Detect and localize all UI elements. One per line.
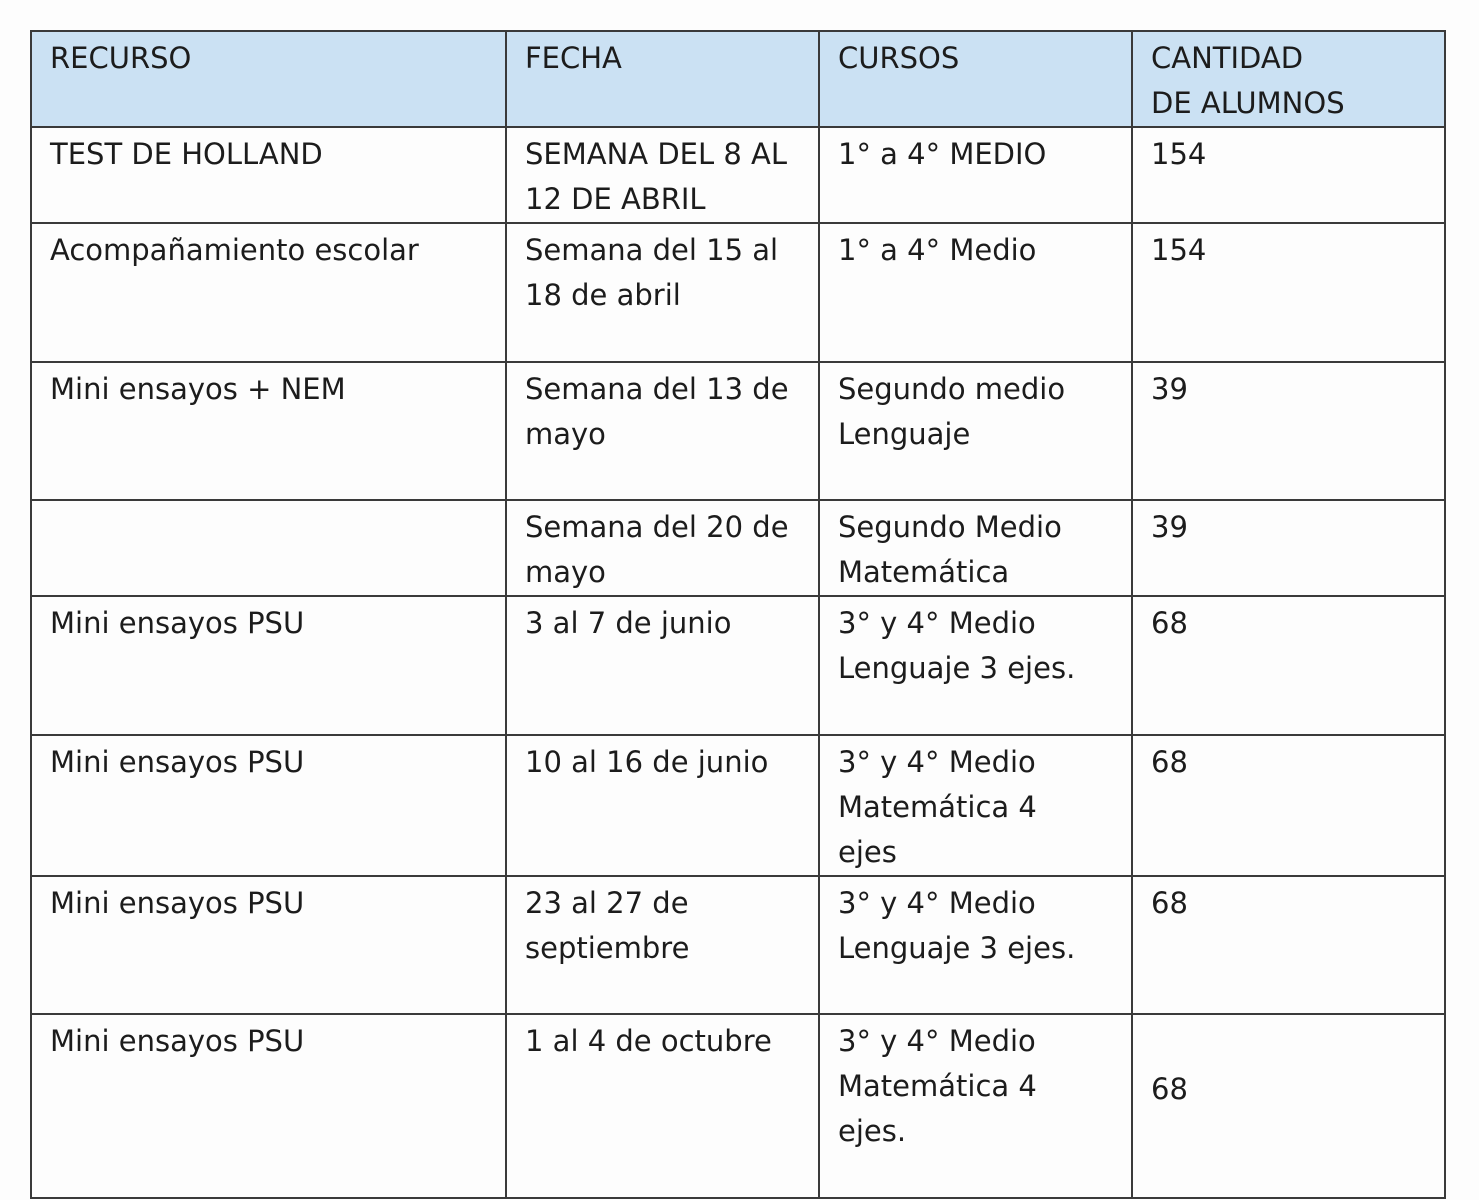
cell-cursos: 1° a 4° Medio — [819, 223, 1132, 362]
table-row — [31, 127, 1445, 223]
table-row — [31, 596, 1445, 735]
cell-cursos: 3° y 4° Medio Lenguaje 3 ejes. — [819, 876, 1132, 1014]
cell-cantidad: 68 — [1132, 596, 1445, 735]
cell-recurso: Mini ensayos PSU — [31, 1014, 506, 1198]
table-row — [31, 1014, 1445, 1198]
header-row — [31, 31, 1445, 127]
cell-cantidad: 154 — [1132, 223, 1445, 362]
table-header — [31, 31, 1445, 127]
cell-fecha: Semana del 15 al 18 de abril — [506, 223, 819, 362]
table-row — [31, 362, 1445, 500]
table-body — [31, 127, 1445, 1198]
header-recurso: RECURSO — [31, 31, 506, 127]
cell-cursos: 3° y 4° Medio Matemática 4 ejes — [819, 735, 1132, 876]
schedule-table — [30, 30, 1446, 1199]
cell-recurso: Mini ensayos + NEM — [31, 362, 506, 500]
header-cantidad: CANTIDAD DE ALUMNOS — [1132, 31, 1445, 127]
cell-recurso: TEST DE HOLLAND — [31, 127, 506, 223]
cell-fecha: 3 al 7 de junio — [506, 596, 819, 735]
cell-fecha: 23 al 27 de septiembre — [506, 876, 819, 1014]
cell-fecha: 10 al 16 de junio — [506, 735, 819, 876]
cell-fecha: SEMANA DEL 8 AL 12 DE ABRIL — [506, 127, 819, 223]
cell-cursos: 3° y 4° Medio Matemática 4 ejes. — [819, 1014, 1132, 1198]
cell-cantidad: 68 — [1132, 735, 1445, 876]
cell-fecha: Semana del 20 de mayo — [506, 500, 819, 596]
table-row — [31, 223, 1445, 362]
table-row — [31, 735, 1445, 876]
cell-recurso — [31, 500, 506, 596]
cell-cantidad: 68 — [1132, 1014, 1445, 1198]
header-cursos: CURSOS — [819, 31, 1132, 127]
header-fecha: FECHA — [506, 31, 819, 127]
table-row — [31, 876, 1445, 1014]
cell-cantidad: 68 — [1132, 876, 1445, 1014]
cell-cantidad: 154 — [1132, 127, 1445, 223]
cell-cursos: Segundo medio Lenguaje — [819, 362, 1132, 500]
cell-cantidad: 39 — [1132, 500, 1445, 596]
cell-cursos: 1° a 4° MEDIO — [819, 127, 1132, 223]
table-row — [31, 500, 1445, 596]
cell-recurso: Mini ensayos PSU — [31, 876, 506, 1014]
cell-fecha: 1 al 4 de octubre — [506, 1014, 819, 1198]
cell-recurso: Mini ensayos PSU — [31, 596, 506, 735]
cell-cursos: Segundo Medio Matemática — [819, 500, 1132, 596]
cell-fecha: Semana del 13 de mayo — [506, 362, 819, 500]
cell-recurso: Mini ensayos PSU — [31, 735, 506, 876]
cell-recurso: Acompañamiento escolar — [31, 223, 506, 362]
cell-cantidad: 39 — [1132, 362, 1445, 500]
cell-cursos: 3° y 4° Medio Lenguaje 3 ejes. — [819, 596, 1132, 735]
